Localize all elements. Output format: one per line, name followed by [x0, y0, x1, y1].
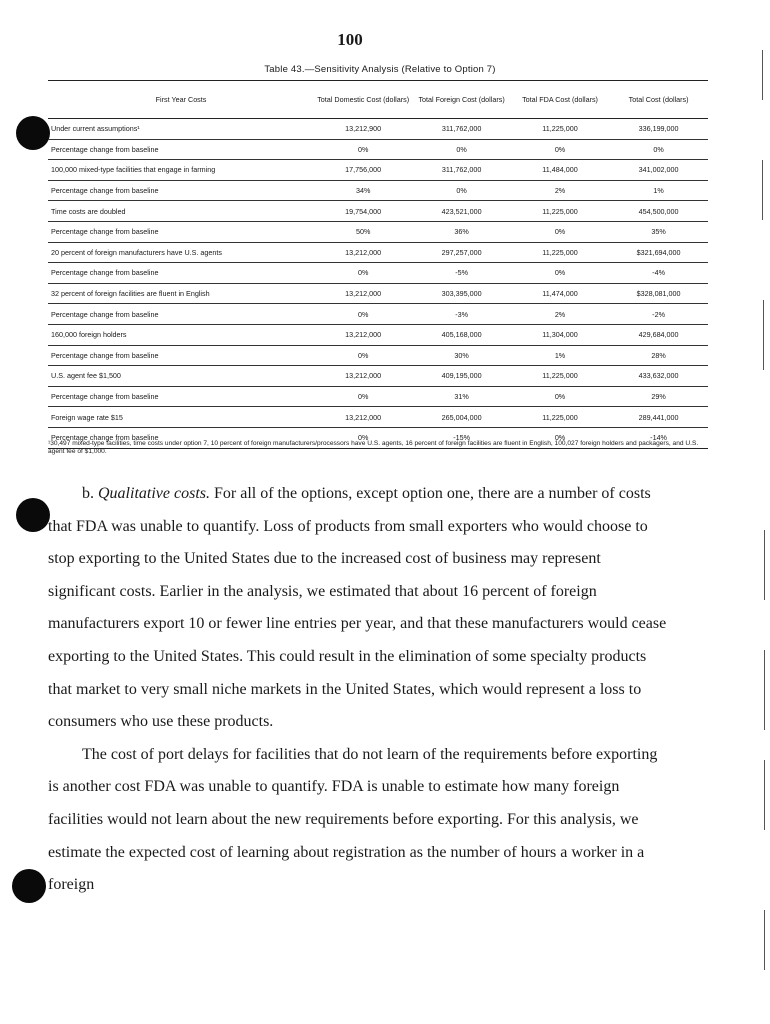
table-cell: -14% [609, 427, 708, 448]
table-cell: 28% [609, 345, 708, 366]
table-cell: 29% [609, 386, 708, 407]
table-cell: 341,002,000 [609, 160, 708, 181]
table-footnote: ¹30,497 mixed-type facilities, time costs under option 7, 10 percent of foreign manufacturers/processors have U.S. agents, 16 percent of foreign facilities are fluent in English, 100,027 foreign holders and packagers, and U.S. agent fee of $1,000. [48, 440, 699, 455]
table-cell: 11,225,000 [511, 242, 609, 263]
table-cell: 429,684,000 [609, 324, 708, 345]
table-row [48, 345, 708, 366]
scan-edge-mark [764, 530, 765, 600]
table-cell: 17,756,000 [314, 160, 412, 181]
table-cell: 0% [314, 427, 412, 448]
table-cell: 289,441,000 [609, 407, 708, 428]
table-cell: 0% [314, 345, 412, 366]
row-label: 20 percent of foreign manufacturers have U.S. agents [48, 242, 314, 263]
table-row [48, 139, 708, 160]
table-cell: 13,212,900 [314, 119, 412, 140]
table-cell: 11,225,000 [511, 366, 609, 387]
table-cell: 2% [511, 180, 609, 201]
table-cell: $321,694,000 [609, 242, 708, 263]
punch-hole [16, 116, 50, 150]
table-cell: 0% [314, 263, 412, 284]
scan-edge-mark [762, 50, 763, 100]
table-row [48, 201, 708, 222]
row-label: Percentage change from baseline [48, 345, 314, 366]
table-cell: 0% [314, 386, 412, 407]
table-cell: 1% [609, 180, 708, 201]
scan-edge-mark [763, 300, 764, 370]
row-label: U.S. agent fee $1,500 [48, 366, 314, 387]
table-title: Table 43.—Sensitivity Analysis (Relative to Option 7) [264, 64, 496, 75]
paragraph [48, 478, 668, 739]
row-label: Time costs are doubled [48, 201, 314, 222]
table-cell: 0% [511, 221, 609, 242]
table-cell: -3% [412, 304, 511, 325]
table-cell: 303,395,000 [412, 283, 511, 304]
table-cell: 1% [511, 345, 609, 366]
table-cell: -2% [609, 304, 708, 325]
table-row [48, 119, 708, 140]
row-label: Percentage change from baseline [48, 304, 314, 325]
table-cell: 0% [511, 139, 609, 160]
table-cell: 2% [511, 304, 609, 325]
table-cell: 0% [511, 386, 609, 407]
table-cell: 11,225,000 [511, 407, 609, 428]
row-label: 100,000 mixed-type facilities that engage in farming [48, 160, 314, 181]
table-cell: 0% [412, 139, 511, 160]
table-cell: $328,081,000 [609, 283, 708, 304]
table-cell: 265,004,000 [412, 407, 511, 428]
table-cell: 11,484,000 [511, 160, 609, 181]
table-cell: 336,199,000 [609, 119, 708, 140]
body-text [48, 478, 668, 902]
table-cell: 0% [314, 139, 412, 160]
row-label: Under current assumptions¹ [48, 119, 314, 140]
paragraph-text: For all of the options, except option one, there are a number of costs that FDA was unable to quantify. Loss of products from small exporters who would choose to stop exporting to the United States due to the increased cost of business may represent significant costs. Earlier in the analysis, we estimated that about 16 percent of foreign manufacturers export 10 or fewer line entries per year, and that these manufacturers would cease exporting to the United States. This could result in the elimination of some specialty products that market to very small niche markets in the United States, which would represent a loss to consumers who use these products. [48, 485, 667, 731]
punch-hole [16, 498, 50, 532]
table-cell: 11,225,000 [511, 119, 609, 140]
row-label: Percentage change from baseline [48, 386, 314, 407]
table-cell: 311,762,000 [412, 119, 511, 140]
table-cell: 297,257,000 [412, 242, 511, 263]
scan-edge-mark [764, 910, 765, 970]
table-row [48, 386, 708, 407]
table-cell: -5% [412, 263, 511, 284]
paragraph: The cost of port delays for facilities that do not learn of the requirements before exporting is another cost FDA was unable to quantify. FDA is unable to estimate how many foreign facilities would not learn about the new requirements before exporting. For this analysis, we estimate the expected cost of learning about registration as the number of hours a worker in a foreign [48, 745, 658, 894]
table-cell: 13,212,000 [314, 242, 412, 263]
table-cell: 409,195,000 [412, 366, 511, 387]
table-cell: 35% [609, 221, 708, 242]
row-label: Percentage change from baseline [48, 427, 314, 448]
table-cell: 11,304,000 [511, 324, 609, 345]
table-row [48, 160, 708, 181]
table-cell: 13,212,000 [314, 366, 412, 387]
table-header-row [48, 81, 708, 119]
table-row [48, 283, 708, 304]
table-cell: 11,474,000 [511, 283, 609, 304]
table-cell: 19,754,000 [314, 201, 412, 222]
table-cell: 0% [511, 427, 609, 448]
row-label: Percentage change from baseline [48, 139, 314, 160]
row-label: 32 percent of foreign facilities are fluent in English [48, 283, 314, 304]
column-header: Total Foreign Cost (dollars) [412, 81, 511, 119]
scan-edge-mark [764, 650, 765, 730]
row-label: Foreign wage rate $15 [48, 407, 314, 428]
table-cell: 433,632,000 [609, 366, 708, 387]
table-cell: 13,212,000 [314, 324, 412, 345]
sensitivity-table [48, 80, 708, 449]
page-number: 100 [337, 30, 363, 49]
table-row [48, 366, 708, 387]
column-header: First Year Costs [48, 81, 314, 119]
table-cell: 423,521,000 [412, 201, 511, 222]
row-label: Percentage change from baseline [48, 263, 314, 284]
table-cell: 11,225,000 [511, 201, 609, 222]
punch-hole [12, 869, 46, 903]
table-cell: 0% [511, 263, 609, 284]
table-cell: 31% [412, 386, 511, 407]
table-cell: 0% [314, 304, 412, 325]
scan-edge-mark [762, 160, 763, 220]
row-label: 160,000 foreign holders [48, 324, 314, 345]
table-cell: 30% [412, 345, 511, 366]
table-row [48, 304, 708, 325]
table-cell: 50% [314, 221, 412, 242]
row-label: Percentage change from baseline [48, 180, 314, 201]
table-row [48, 242, 708, 263]
column-header: Total FDA Cost (dollars) [511, 81, 609, 119]
column-header: Total Domestic Cost (dollars) [314, 81, 412, 119]
table-cell: 405,168,000 [412, 324, 511, 345]
table-cell: 13,212,000 [314, 407, 412, 428]
table-row [48, 263, 708, 284]
section-heading: Qualitative costs. [98, 485, 210, 502]
table-row [48, 407, 708, 428]
table-cell: 0% [412, 180, 511, 201]
row-label: Percentage change from baseline [48, 221, 314, 242]
table-cell: 0% [609, 139, 708, 160]
table-row [48, 180, 708, 201]
table-row [48, 324, 708, 345]
section-label: b. [82, 485, 94, 502]
table-cell: -15% [412, 427, 511, 448]
scan-edge-mark [764, 760, 765, 830]
column-header: Total Cost (dollars) [609, 81, 708, 119]
table-cell: 311,762,000 [412, 160, 511, 181]
table-cell: -4% [609, 263, 708, 284]
table-row [48, 221, 708, 242]
table-cell: 454,500,000 [609, 201, 708, 222]
table-cell: 36% [412, 221, 511, 242]
table-cell: 34% [314, 180, 412, 201]
table-cell: 13,212,000 [314, 283, 412, 304]
